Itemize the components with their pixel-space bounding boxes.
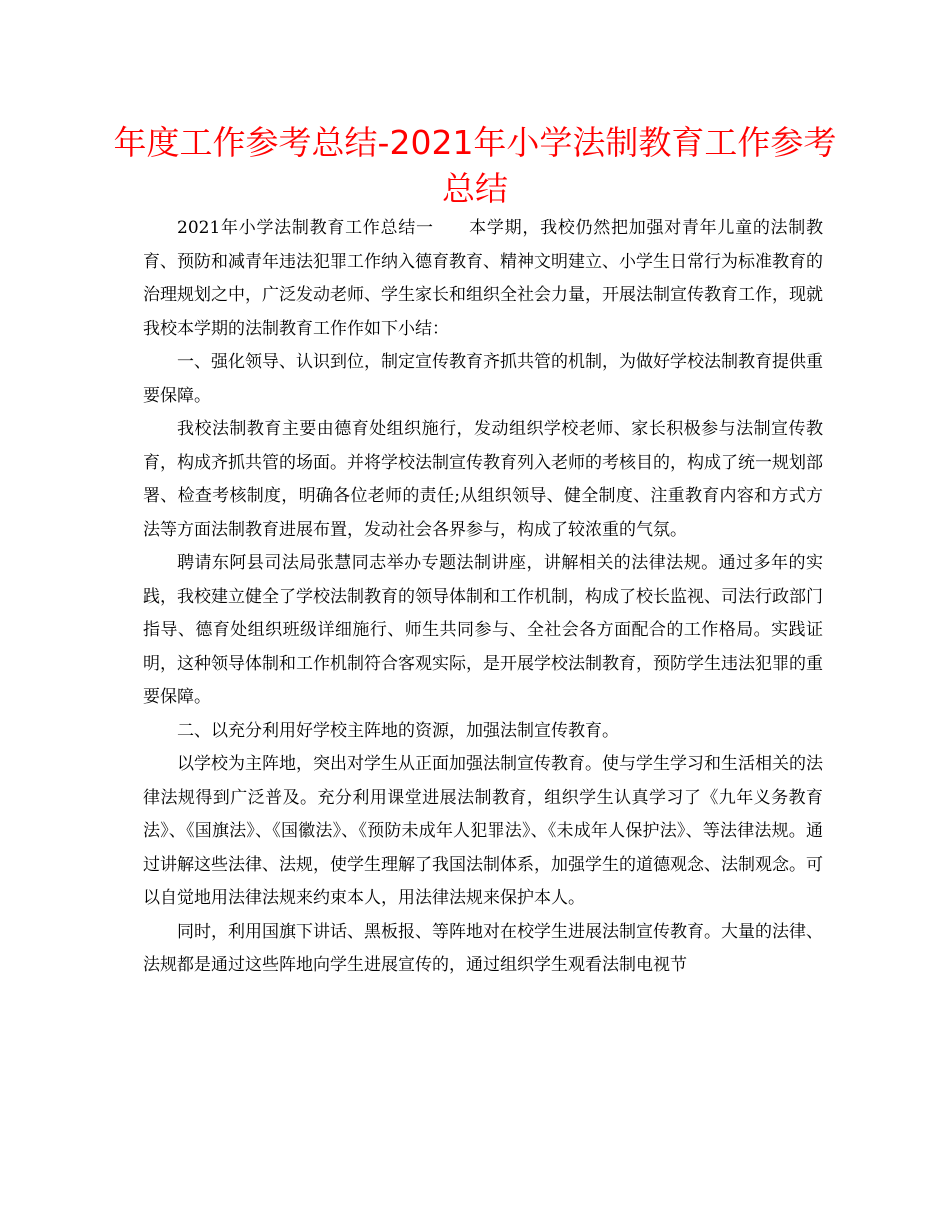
- paragraph: 一、强化领导、认识到位，制定宣传教育齐抓共管的机制，为做好学校法制教育提供重要保障。: [143, 352, 823, 406]
- document-title: 年度工作参考总结-2021年小学法制教育工作参考总结: [113, 123, 837, 208]
- document-body: [143, 212, 823, 983]
- paragraph: 聘请东阿县司法局张慧同志举办专题法制讲座，讲解相关的法律法规。通过多年的实践，我校建立健全了学校法制教育的领导体制和工作机制，构成了校长监视、司法行政部门指导、德育处组织班级详细施行、师生共同参与、全社会各方面配合的工作格局。实践证明，这种领导体制和工作机制符合客观实际，是开展学校法制教育，预防学生违法犯罪的重要保障。: [143, 553, 823, 707]
- paragraph: 同时，利用国旗下讲话、黑板报、等阵地对在校学生进展法制宣传教育。大量的法律、法规都是通过这些阵地向学生进展宣传的，通过组织学生观看法制电视节: [143, 921, 823, 975]
- paragraph: 二、以充分利用好学校主阵地的资源，加强法制宣传教育。: [177, 720, 619, 741]
- paragraph: 2021年小学法制教育工作总结一 本学期，我校仍然把加强对青年儿童的法制教育、预防和减青年违法犯罪工作纳入德育教育、精神文明建立、小学生日常行为标准教育的治理规划之中，广泛发动老师、学生家长和组织全社会力量，开展法制宣传教育工作，现就我校本学期的法制教育工作作如下小结：: [143, 218, 823, 339]
- paragraph: 以学校为主阵地，突出对学生从正面加强法制宣传教育。使与学生学习和生活相关的法律法规得到广泛普及。充分利用课堂进展法制教育，组织学生认真学习了《九年义务教育法》、《国旗法》、《国徽法》、《预防未成年人犯罪法》、《未成年人保护法》、等法律法规。通过讲解这些法律、法规，使学生理解了我国法制体系，加强学生的道德观念、法制观念。可以自觉地用法律法规来约束本人，用法律法规来保护本人。: [143, 754, 823, 908]
- paragraph: 我校法制教育主要由德育处组织施行，发动组织学校老师、家长积极参与法制宣传教育，构成齐抓共管的场面。并将学校法制宣传教育列入老师的考核目的，构成了统一规划部署、检查考核制度，明确各位老师的责任;从组织领导、健全制度、注重教育内容和方式方法等方面法制教育进展布置，发动社会各界参与，构成了较浓重的气氛。: [143, 419, 823, 540]
